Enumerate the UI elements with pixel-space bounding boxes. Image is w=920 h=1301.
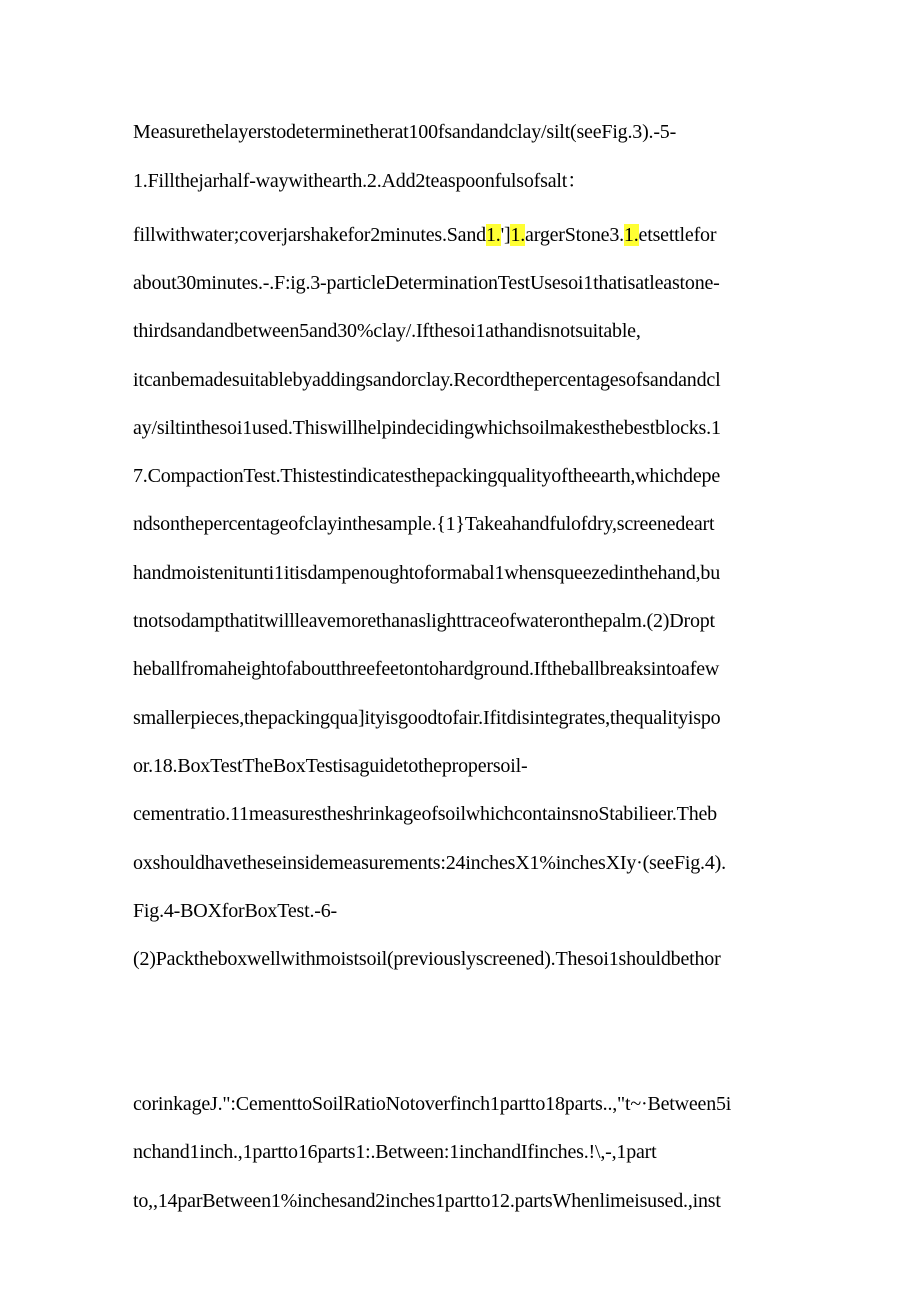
text-line: Measurethelayerstodeterminetherat100fsandandclay/silt(seeFig.3).-5- bbox=[133, 121, 677, 143]
text-run: argerStone3. bbox=[525, 224, 624, 246]
text-line: or.18.BoxTestTheBoxTestisaguidetothepropersoil- bbox=[133, 755, 528, 777]
highlight-mark: 1. bbox=[623, 224, 639, 246]
text-line: thirdsandandbetween5and30%clay/.Ifthesoi1athandisnotsuitable, bbox=[133, 320, 641, 342]
text-line: (2)Packtheboxwellwithmoistsoil(previouslyscreened).Thesoi1shouldbethor bbox=[133, 948, 721, 970]
text-line: corinkageJ.":CementtoSoilRatioNotoverfinch1partto18parts..,"t~·Between5i bbox=[133, 1093, 732, 1115]
text-line: smallerpieces,thepackingqua]ityisgoodtofair.Ifitdisintegrates,thequalityispo bbox=[133, 707, 721, 729]
text-line: tnotsodampthatitwillleavemorethanaslighttraceofwateronthepalm.(2)Dropt bbox=[133, 610, 715, 632]
text-line: oxshouldhavetheseinsidemeasurements:24inchesX1%inchesXIy·(seeFig.4). bbox=[133, 852, 726, 874]
text-run: fillwithwater;coverjarshakefor2minutes.Sand bbox=[133, 224, 486, 246]
text-line: handmoistenitunti1itisdampenoughtoformabal1whensqueezedinthehand,bu bbox=[133, 562, 721, 584]
text-line: itcanbemadesuitablebyaddingsandorclay.Recordthepercentagesofsandandcl bbox=[133, 369, 721, 391]
text-line: 7.CompactionTest.Thistestindicatesthepackingqualityoftheearth,whichdepe bbox=[133, 465, 721, 487]
highlight-mark: 1. bbox=[510, 224, 526, 246]
text-line: ay/siltinthesoi1used.Thiswillhelpindecidingwhichsoilmakesthebestblocks.1 bbox=[133, 417, 721, 439]
text-run: '] bbox=[500, 224, 511, 246]
text-line: heballfromaheightofaboutthreefeetontohardground.Iftheballbreaksintoafew bbox=[133, 658, 720, 680]
text-run: etsettlefor bbox=[638, 224, 717, 246]
text-line: ndsonthepercentageofclayinthesample.{1}Takeahandfulofdry,screenedeart bbox=[133, 513, 715, 535]
text-line: 1.Fillthejarhalf-waywithearth.2.Add2teaspoonfulsofsalt： bbox=[133, 170, 587, 192]
text-line: to,,14parBetween1%inchesand2inches1partto12.partsWhenlimeisused.,inst bbox=[133, 1190, 721, 1212]
text-line-highlighted bbox=[133, 223, 793, 247]
text-line: cementratio.11measurestheshrinkageofsoilwhichcontainsnoStabilieer.Theb bbox=[133, 803, 717, 825]
text-line: Fig.4-BOXforBoxTest.-6- bbox=[133, 900, 337, 922]
text-line: nchand1inch.,1partto16parts1:.Between:1inchandIfinches.!\,-,1part bbox=[133, 1141, 657, 1163]
text-line: about30minutes.-.F:ig.3-particleDeterminationTestUsesoi1thatisatleastone- bbox=[133, 272, 720, 294]
highlight-mark: 1. bbox=[485, 224, 501, 246]
